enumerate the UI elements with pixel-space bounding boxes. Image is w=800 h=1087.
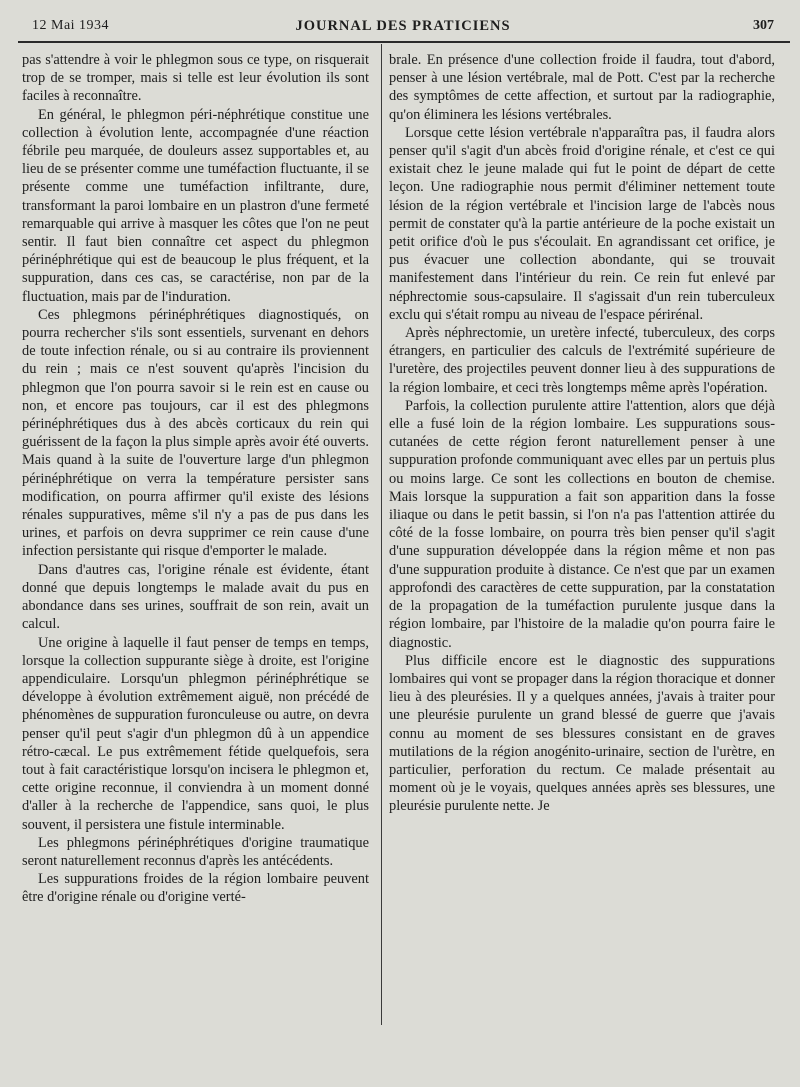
journal-title: JOURNAL DES PRATICIENS — [295, 18, 511, 34]
header-date: 12 Mai 1934 — [32, 18, 110, 33]
paragraph: Après néphrectomie, un uretère infecté, tuberculeux, des corps étrangers, en particulier des calculs de l'extrémité supérieure de l'uretère, des projectiles peuvent donner lieu à des suppurations de la région lombaire, et ceci très longtemps même après l'opération. — [389, 325, 775, 396]
paragraph: Parfois, la collection purulente attire l'attention, alors que déjà elle a fusé loin de la région lombaire. Les suppurations sous-cutanées de cette région feront naturellement penser à une suppuration profonde communiquant avec elles par un pertuis plus ou moins large. Ce sont les collections en bouton de chemise. Mais lorsque la suppuration a fait son apparition dans la fosse iliaque ou dans le petit bassin, si l'on n'a pas l'attention attirée du côté de la fosse lombaire, on pourra très bien penser qu'il s'agit d'une suppuration développée dans la région même et non pas d'une suppuration produite à distance. Ce n'est que par un examen approfondi des caractères de cette suppuration, par la constatation de la propagation de la tuméfaction purulente jusque dans la région lombaire, par l'histoire de la maladie qu'on pourra faire le diagnostic. — [389, 397, 775, 651]
page-number: 307 — [753, 18, 774, 33]
paragraph: Lorsque cette lésion vertébrale n'apparaîtra pas, il faudra alors penser qu'il s'agit d'un abcès froid d'origine rénale, et c'est ce qui existait chez le jeune malade qui fut le point de départ de cette leçon. Une radiographie nous permit d'éliminer nettement toute lésion de la région vertébrale et l'incision large de l'abcès nous permit de constater qu'à la partie antérieure de la poche existait un petit orifice d'où le pus s'écoulait. En agrandissant cet orifice, je pus évacuer une collection abondante, qui se trouvait manifestement dans l'intérieur du rein. Ce rein fut enlevé par néphrectomie sous-capsulaire. Il s'agissait d'un rein tuberculeux exclu qui s'était rompu au niveau de l'espace périrénal. — [389, 124, 775, 323]
paragraph: Les phlegmons périnéphrétiques d'origine traumatique seront naturellement reconnus d'après les antécédents. — [22, 834, 369, 869]
header-rule — [18, 41, 790, 43]
paragraph: Ces phlegmons périnéphrétiques diagnostiqués, on pourra rechercher s'ils sont essentiels, survenant en dehors de toute infection rénale, ou si au contraire ils proviennent du rein ; mais ce n'est souvent qu'après l'incision du phlegmon que l'on pourra savoir si le rein est en cause ou non, et encore pas toujours, car il est des phlegmons périnéphrétiques dus à des abcès corticaux du rein qui guérissent de la façon la plus simple après avoir été ouverts. Mais quand à la suite de l'ouverture large d'un phlegmon périnéphrétique on verra la température persister sans modification, on pourra affirmer qu'il existe des lésions rénales suppuratives, même s'il n'y a pas de pus dans les urines, et parfois on devra supprimer ce rein cause d'une infection persistante qui risque d'emporter le malade. — [22, 306, 369, 560]
column-divider — [381, 44, 382, 1025]
running-header — [26, 16, 780, 38]
paragraph: En général, le phlegmon péri-néphrétique constitue une collection à évolution lente, accompagnée d'une réaction fébrile peu marquée, de douleurs assez supportables et, au lieu de se présenter comme une tuméfaction fluctuante, il se présente comme une tuméfaction infiltrante, dure, transformant la paroi lombaire en un plastron d'une fermeté remarquable qui arrive à masquer les côtes que l'on ne peut sentir. Il faut bien connaître cet aspect du phlegmon périnéphrétique qui est de beaucoup le plus fréquent, et la suppuration, dans ces cas, se caractérise, non par de la fluctuation, mais par de l'induration. — [22, 106, 369, 305]
paragraph: Une origine à laquelle il faut penser de temps en temps, lorsque la collection suppurante siège à droite, est l'origine appendiculaire. Lorsqu'un phlegmon périnéphrétique se développe à évolution extrêmement aiguë, non précédé de phénomènes de suppuration furonculeuse ou autre, on devra penser qu'il peut s'agir d'un phlegmon dû à un appendice rétro-cæcal. Le pus extrêmement fétide quelquefois, sera tout à fait caractéristique lorsqu'on incisera le phlegmon et, cette origine reconnue, il conviendra à un moment donné d'aller à la recherche de l'appendice, sans quoi, le plus souvent, il persistera une fistule interminable. — [22, 634, 369, 833]
paragraph: brale. En présence d'une collection froide il faudra, tout d'abord, penser à une lésion vertébrale, mal de Pott. C'est par la recherche des symptômes de cette affection, et surtout par la radiographie, qu'on éliminera les lésions vertébrales. — [389, 52, 775, 123]
paragraph: Dans d'autres cas, l'origine rénale est évidente, étant donné que depuis longtemps le malade avait du pus en abondance dans ses urines, souffrait de son rein, avait un calcul. — [22, 561, 369, 633]
paragraph: pas s'attendre à voir le phlegmon sous ce type, on risquerait trop de se tromper, mais si telle est leur évolution ils sont faciles à reconnaître. — [22, 52, 369, 105]
paragraph: Plus difficile encore est le diagnostic des suppurations lombaires qui vont se propager dans la région thoracique et donner lieu à des pleurésies. Il y a quelques années, j'avais à traiter pour une pleurésie purulente un grand blessé de guerre que j'avais connu au moment de ses blessures consistant en de graves mutilations de la région anogénito-urinaire, section de l'urètre, en particulier, perforation du rectum. Ce malade présentait au moment où je le voyais, quelques années après ses blessures, une pleurésie purulente nette. Je — [389, 652, 775, 815]
paragraph: Les suppurations froides de la région lombaire peuvent être d'origine rénale ou d'origine verté- — [22, 871, 369, 906]
right-column — [389, 51, 775, 816]
left-column — [22, 51, 369, 907]
